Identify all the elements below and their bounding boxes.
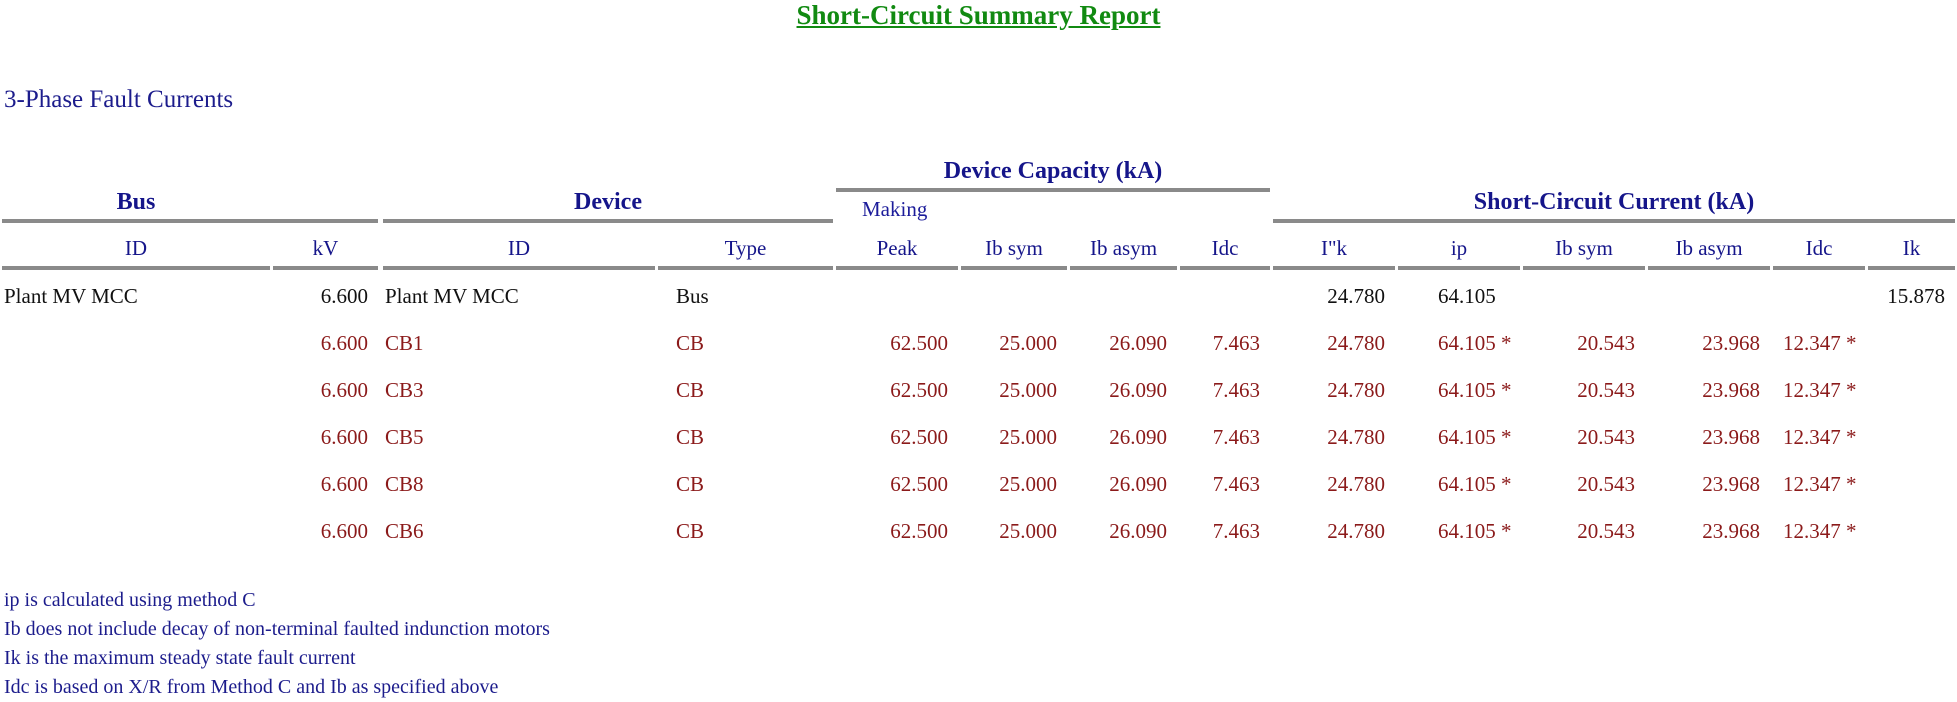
cell-cap_idc: 7.463 — [1212, 425, 1260, 449]
cell-ip: 64.105 * — [1438, 425, 1512, 449]
column-header-dev_id: ID — [507, 236, 531, 260]
cell-dev_id: CB8 — [385, 472, 424, 496]
cell-kv: 6.600 — [320, 425, 368, 449]
cell-peak: 62.500 — [890, 331, 948, 355]
cell-kv: 6.600 — [320, 472, 368, 496]
column-header-sc_ib_asym: Ib asym — [1675, 236, 1743, 260]
cell-cap_ib_asym: 26.090 — [1109, 472, 1167, 496]
cell-ik2: 24.780 — [1327, 331, 1385, 355]
cell-type: CB — [676, 472, 705, 496]
cell-cap_idc: 7.463 — [1212, 378, 1260, 402]
column-rule-cap_idc — [1180, 266, 1270, 270]
cell-sc_ib_asym: 23.968 — [1702, 472, 1760, 496]
group-rule-device — [383, 219, 833, 223]
report-title: Short-Circuit Summary Report — [796, 0, 1161, 30]
column-header-ik: Ik — [1902, 236, 1921, 260]
column-header-cap_ib_asym: Ib asym — [1089, 236, 1158, 260]
cell-sc_ib_sym: 20.543 — [1577, 331, 1635, 355]
column-rule-cap_ib_sym — [961, 266, 1067, 270]
column-rule-peak — [836, 266, 958, 270]
cell-peak: 62.500 — [890, 378, 948, 402]
cell-sc_idc: 12.347 * — [1783, 472, 1857, 496]
footnote-line: Idc is based on X/R from Method C and Ib as specified above — [4, 676, 499, 698]
column-rule-sc_idc — [1773, 266, 1865, 270]
cell-ik2: 24.780 — [1327, 472, 1385, 496]
cell-sc_ib_asym: 23.968 — [1702, 331, 1760, 355]
group-header-short-circuit: Short-Circuit Current (kA) — [1473, 189, 1755, 215]
footnote-line: Ik is the maximum steady state fault current — [4, 647, 356, 669]
cell-sc_idc: 12.347 * — [1783, 519, 1857, 543]
column-rule-ik — [1868, 266, 1955, 270]
cell-dev_id: CB6 — [385, 519, 424, 543]
column-header-ip: ip — [1450, 236, 1468, 260]
column-header-bus_id: ID — [124, 236, 148, 260]
footnote-line: Ib does not include decay of non-terminal faulted indunction motors — [4, 618, 550, 640]
cell-cap_idc: 7.463 — [1212, 472, 1260, 496]
cell-sc_ib_sym: 20.543 — [1577, 378, 1635, 402]
column-header-type: Type — [724, 236, 767, 260]
cell-dev_id: CB1 — [385, 331, 424, 355]
cell-ip: 64.105 * — [1438, 331, 1512, 355]
column-rule-kv — [273, 266, 378, 270]
cell-peak: 62.500 — [890, 472, 948, 496]
cell-ik2: 24.780 — [1327, 519, 1385, 543]
cell-cap_ib_asym: 26.090 — [1109, 519, 1167, 543]
cell-cap_idc: 7.463 — [1212, 331, 1260, 355]
column-rule-type — [658, 266, 833, 270]
column-rule-dev_id — [383, 266, 655, 270]
group-header-device: Device — [574, 189, 642, 215]
cell-cap_ib_sym: 25.000 — [999, 331, 1057, 355]
column-rule-ip — [1398, 266, 1520, 270]
cell-ip: 64.105 * — [1438, 519, 1512, 543]
cell-kv: 6.600 — [320, 519, 368, 543]
section-title: 3-Phase Fault Currents — [4, 86, 234, 113]
cell-cap_idc: 7.463 — [1212, 519, 1260, 543]
group-header-bus: Bus — [116, 189, 156, 215]
cell-cap_ib_sym: 25.000 — [999, 472, 1057, 496]
cell-peak: 62.500 — [890, 519, 948, 543]
group-rule-short-circuit — [1273, 219, 1955, 223]
cell-sc_ib_asym: 23.968 — [1702, 378, 1760, 402]
cell-type: CB — [676, 519, 705, 543]
column-header-kv: kV — [312, 236, 339, 260]
cell-type: CB — [676, 378, 705, 402]
cell-type: Bus — [676, 284, 709, 308]
cell-kv: 6.600 — [320, 331, 368, 355]
footnote-line: ip is calculated using method C — [4, 589, 256, 611]
cell-cap_ib_sym: 25.000 — [999, 378, 1057, 402]
column-rule-ik2 — [1273, 266, 1395, 270]
cell-sc_idc: 12.347 * — [1783, 378, 1857, 402]
column-header-sc_idc: Idc — [1805, 236, 1833, 260]
cell-type: CB — [676, 425, 705, 449]
cell-ik2: 24.780 — [1327, 425, 1385, 449]
cell-sc_ib_sym: 20.543 — [1577, 472, 1635, 496]
cell-ik2: 24.780 — [1327, 378, 1385, 402]
cell-type: CB — [676, 331, 705, 355]
cell-ik2: 24.780 — [1327, 284, 1385, 308]
cell-ik: 15.878 — [1887, 284, 1945, 308]
cell-peak: 62.500 — [890, 425, 948, 449]
column-rule-sc_ib_asym — [1648, 266, 1770, 270]
cell-cap_ib_sym: 25.000 — [999, 425, 1057, 449]
column-header-cap_ib_sym: Ib sym — [985, 236, 1043, 260]
cell-cap_ib_sym: 25.000 — [999, 519, 1057, 543]
cell-sc_idc: 12.347 * — [1783, 425, 1857, 449]
group-header-device-capacity: Device Capacity (kA) — [943, 158, 1163, 184]
cell-ip: 64.105 — [1438, 284, 1496, 308]
column-rule-sc_ib_sym — [1523, 266, 1645, 270]
cell-kv: 6.600 — [320, 378, 368, 402]
cell-dev_id: CB3 — [385, 378, 424, 402]
cell-dev_id: CB5 — [385, 425, 424, 449]
cell-cap_ib_asym: 26.090 — [1109, 331, 1167, 355]
group-rule-device-capacity — [836, 188, 1270, 192]
cell-ip: 64.105 * — [1438, 472, 1512, 496]
cell-sc_ib_asym: 23.968 — [1702, 425, 1760, 449]
column-rule-cap_ib_asym — [1070, 266, 1177, 270]
column-rule-bus_id — [2, 266, 270, 270]
cell-ip: 64.105 * — [1438, 378, 1512, 402]
cell-sc_ib_sym: 20.543 — [1577, 519, 1635, 543]
column-header-ik2: I"k — [1320, 236, 1348, 260]
cell-kv: 6.600 — [320, 284, 368, 308]
column-header-sc_ib_sym: Ib sym — [1555, 236, 1613, 260]
cell-sc_ib_sym: 20.543 — [1577, 425, 1635, 449]
column-header-peak: Peak — [876, 236, 918, 260]
cell-cap_ib_asym: 26.090 — [1109, 378, 1167, 402]
subgroup-header-making: Making — [862, 197, 928, 221]
column-header-cap_idc: Idc — [1211, 236, 1239, 260]
cell-sc_ib_asym: 23.968 — [1702, 519, 1760, 543]
cell-sc_idc: 12.347 * — [1783, 331, 1857, 355]
cell-cap_ib_asym: 26.090 — [1109, 425, 1167, 449]
cell-bus_id: Plant MV MCC — [4, 284, 138, 308]
group-rule-bus — [2, 219, 378, 223]
cell-dev_id: Plant MV MCC — [385, 284, 519, 308]
